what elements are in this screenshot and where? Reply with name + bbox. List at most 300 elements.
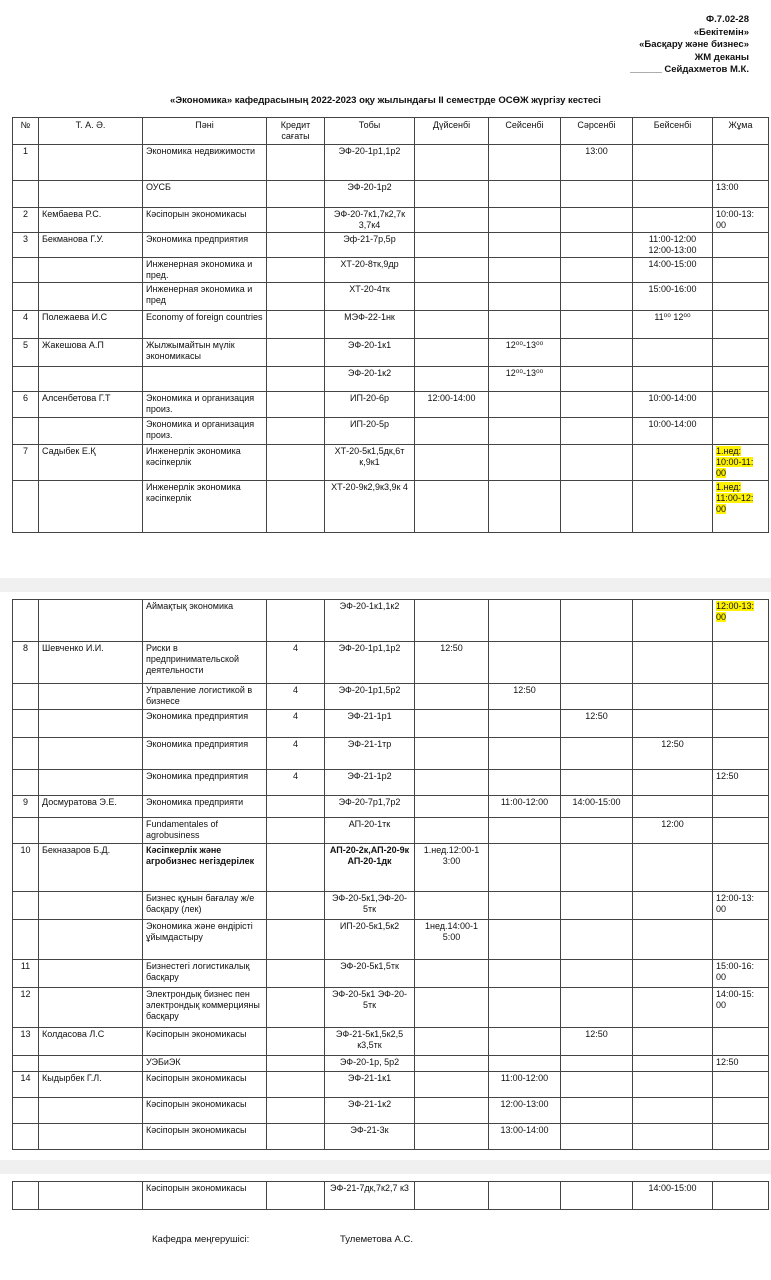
- cell-text: ЭФ-21-1тр: [347, 739, 392, 749]
- table-row: [13, 181, 769, 208]
- cell-wednesday: [561, 1072, 633, 1098]
- cell-tuesday: [489, 1072, 561, 1098]
- cell-text: 1нед.14:00-1 5:00: [424, 921, 479, 942]
- cell-wednesday: [561, 233, 633, 258]
- cell-num: [13, 181, 39, 208]
- dean-signature: ______ Сейдахметов М.К.: [630, 64, 749, 75]
- cell-text: Садыбек Е.Қ: [42, 446, 96, 456]
- cell-text: 14:00-15: 00: [716, 989, 755, 1010]
- cell-text: Аймақтық экономика: [146, 601, 234, 611]
- cell-text: ЭФ-20-5к1 ЭФ-20-5тк: [331, 989, 408, 1010]
- cell-group: [325, 684, 415, 710]
- cell-tuesday: [489, 600, 561, 642]
- cell-wednesday: [561, 988, 633, 1028]
- cell-wednesday: [561, 1028, 633, 1056]
- cell-group: [325, 367, 415, 392]
- table-row: [13, 445, 769, 481]
- cell-name: [39, 181, 143, 208]
- cell-friday: [713, 844, 769, 892]
- faculty-name: «Басқару және бизнес»: [639, 39, 749, 50]
- table-row: [13, 258, 769, 283]
- cell-thursday: [633, 892, 713, 920]
- cell-monday: [415, 818, 489, 844]
- cell-text: ХТ-20-9к2,9к3,9к 4: [331, 482, 408, 492]
- cell-text: ОУСБ: [146, 182, 171, 192]
- cell-text: ХТ-20-4тк: [349, 284, 390, 294]
- cell-text: 12:50: [661, 739, 684, 749]
- cell-monday: [415, 844, 489, 892]
- cell-wednesday: [561, 1098, 633, 1124]
- cell-name: [39, 988, 143, 1028]
- cell-group: [325, 1072, 415, 1098]
- cell-subject: [143, 642, 267, 684]
- cell-text: Экономика предприятия: [146, 739, 249, 749]
- cell-subject: [143, 738, 267, 770]
- cell-credit: [267, 796, 325, 818]
- cell-text: 1.нед.12:00-1 3:00: [423, 845, 480, 866]
- cell-text: Досмуратова Э.Е.: [42, 797, 117, 807]
- cell-monday: [415, 208, 489, 233]
- cell-name: [39, 445, 143, 481]
- cell-friday: [713, 770, 769, 796]
- cell-group: [325, 1182, 415, 1210]
- cell-text: Экономика және өндірісті ұйымдастыру: [146, 921, 253, 942]
- cell-tuesday: [489, 738, 561, 770]
- cell-group: [325, 233, 415, 258]
- cell-friday: [713, 481, 769, 533]
- cell-monday: [415, 920, 489, 960]
- cell-friday: [713, 818, 769, 844]
- cell-text: 14:00-15:00: [572, 797, 621, 807]
- cell-subject: [143, 818, 267, 844]
- cell-wednesday: [561, 600, 633, 642]
- cell-credit: [267, 481, 325, 533]
- cell-tuesday: [489, 1056, 561, 1072]
- cell-text: 10:00-14:00: [648, 393, 697, 403]
- cell-text: 1.нед: 11:00-12: 00: [716, 482, 754, 514]
- table-row: [13, 684, 769, 710]
- cell-tuesday: [489, 1098, 561, 1124]
- cell-tuesday: [489, 988, 561, 1028]
- cell-text: 12: [20, 989, 31, 999]
- cell-credit: [267, 892, 325, 920]
- cell-thursday: [633, 208, 713, 233]
- cell-credit: [267, 145, 325, 181]
- table-row: [13, 796, 769, 818]
- approved-label: «Бекітемін»: [693, 26, 749, 38]
- cell-credit: [267, 392, 325, 418]
- table-row: [13, 1072, 769, 1098]
- approval-block: [630, 14, 749, 77]
- cell-monday: [415, 1098, 489, 1124]
- column-header-wednesday: Сәрсенбі: [561, 118, 633, 145]
- cell-wednesday: [561, 367, 633, 392]
- cell-subject: [143, 481, 267, 533]
- cell-subject: [143, 418, 267, 445]
- cell-text: Инженерная экономика и пред: [146, 284, 253, 305]
- document-page-2: [0, 592, 771, 1160]
- cell-monday: [415, 283, 489, 311]
- cell-credit: [267, 1072, 325, 1098]
- cell-text: 2: [22, 209, 28, 219]
- cell-group: [325, 481, 415, 533]
- cell-subject: [143, 684, 267, 710]
- cell-text: 11:00-12:00: [500, 1073, 549, 1083]
- cell-name: [39, 283, 143, 311]
- cell-credit: [267, 418, 325, 445]
- cell-friday: [713, 1072, 769, 1098]
- cell-credit: [267, 684, 325, 710]
- cell-name: [39, 738, 143, 770]
- cell-text: АП-20-1тк: [348, 819, 391, 829]
- cell-text: ЭФ-21-1р1: [347, 711, 392, 721]
- table-row: [13, 339, 769, 367]
- cell-text: 10:00-13: 00: [716, 209, 755, 230]
- cell-text: 12:00-13:00: [500, 1099, 549, 1109]
- cell-tuesday: [489, 145, 561, 181]
- cell-group: [325, 738, 415, 770]
- table-row: [13, 770, 769, 796]
- column-header-thursday: Бейсенбі: [633, 118, 713, 145]
- cell-monday: [415, 642, 489, 684]
- cell-credit: [267, 1124, 325, 1150]
- cell-monday: [415, 1028, 489, 1056]
- cell-credit: [267, 311, 325, 339]
- cell-text: 10:00-14:00: [648, 419, 697, 429]
- cell-text: АП-20-2к,АП-20-9к АП-20-1дк: [329, 845, 410, 866]
- cell-friday: [713, 796, 769, 818]
- table-row: [13, 1098, 769, 1124]
- cell-text: Economy of foreign countries: [146, 312, 263, 322]
- cell-num: [13, 1028, 39, 1056]
- cell-wednesday: [561, 481, 633, 533]
- cell-thursday: [633, 1056, 713, 1072]
- cell-credit: [267, 1028, 325, 1056]
- cell-thursday: [633, 339, 713, 367]
- cell-monday: [415, 892, 489, 920]
- cell-subject: [143, 844, 267, 892]
- cell-name: [39, 684, 143, 710]
- cell-thursday: [633, 258, 713, 283]
- cell-tuesday: [489, 1124, 561, 1150]
- cell-num: [13, 392, 39, 418]
- cell-text: ЭФ-20-1к2: [347, 368, 392, 378]
- cell-tuesday: [489, 445, 561, 481]
- cell-text: 11: [20, 961, 31, 971]
- cell-name: [39, 1072, 143, 1098]
- cell-tuesday: [489, 418, 561, 445]
- schedule-table-part2: [12, 599, 769, 1150]
- cell-name: [39, 311, 143, 339]
- table-row: [13, 710, 769, 738]
- cell-text: Управление логистикой в бизнесе: [146, 685, 253, 706]
- cell-wednesday: [561, 796, 633, 818]
- cell-wednesday: [561, 208, 633, 233]
- cell-num: [13, 818, 39, 844]
- cell-friday: [713, 445, 769, 481]
- cell-credit: [267, 445, 325, 481]
- cell-text: 12:50: [440, 643, 463, 653]
- table-row: [13, 738, 769, 770]
- cell-name: [39, 145, 143, 181]
- cell-friday: [713, 258, 769, 283]
- cell-text: Экономика и организация произ.: [146, 419, 255, 440]
- cell-num: [13, 445, 39, 481]
- document-page-1: [0, 0, 771, 578]
- table-row: [13, 1028, 769, 1056]
- cell-subject: [143, 258, 267, 283]
- column-header-num: №: [13, 118, 39, 145]
- cell-monday: [415, 233, 489, 258]
- table-row: [13, 642, 769, 684]
- table-row: [13, 600, 769, 642]
- cell-num: [13, 642, 39, 684]
- cell-thursday: [633, 311, 713, 339]
- cell-tuesday: [489, 796, 561, 818]
- cell-num: [13, 208, 39, 233]
- cell-subject: [143, 770, 267, 796]
- cell-group: [325, 1124, 415, 1150]
- cell-text: Полежаева И.С: [42, 312, 108, 322]
- cell-wednesday: [561, 844, 633, 892]
- cell-text: ЭФ-21-1к1: [347, 1073, 392, 1083]
- table-row: [13, 283, 769, 311]
- cell-wednesday: [561, 258, 633, 283]
- cell-subject: [143, 392, 267, 418]
- cell-wednesday: [561, 1182, 633, 1210]
- document-page-3: [0, 1174, 771, 1280]
- cell-num: [13, 600, 39, 642]
- cell-text: ЭФ-20-1р1,1р2: [338, 643, 401, 653]
- cell-wednesday: [561, 1124, 633, 1150]
- cell-text: Кыдырбек Г.Л.: [42, 1073, 102, 1083]
- cell-text: ХТ-20-8тк,9др: [340, 259, 399, 269]
- cell-text: 4: [292, 771, 298, 781]
- cell-group: [325, 844, 415, 892]
- cell-name: [39, 642, 143, 684]
- cell-text: 12:00-13: 00: [716, 601, 755, 622]
- table-row: [13, 818, 769, 844]
- cell-thursday: [633, 1072, 713, 1098]
- cell-tuesday: [489, 920, 561, 960]
- cell-tuesday: [489, 392, 561, 418]
- cell-friday: [713, 1028, 769, 1056]
- column-header-tuesday: Сейсенбі: [489, 118, 561, 145]
- cell-credit: [267, 920, 325, 960]
- cell-text: ЭФ-21-1р2: [347, 771, 392, 781]
- cell-group: [325, 418, 415, 445]
- cell-text: ЭФ-20-1р1,1р2: [338, 146, 401, 156]
- cell-text: 4: [292, 711, 298, 721]
- table-row: [13, 920, 769, 960]
- cell-subject: [143, 145, 267, 181]
- cell-num: [13, 367, 39, 392]
- cell-text: ЭФ-20-1к1: [347, 340, 392, 350]
- cell-text: Электрондық бизнес пен электрондық коммерцияны басқару: [146, 989, 260, 1021]
- cell-subject: [143, 233, 267, 258]
- cell-num: [13, 960, 39, 988]
- cell-friday: [713, 988, 769, 1028]
- cell-text: ИП-20-5к1,5к2: [339, 921, 400, 931]
- cell-name: [39, 796, 143, 818]
- cell-friday: [713, 920, 769, 960]
- cell-num: [13, 770, 39, 796]
- cell-num: [13, 796, 39, 818]
- cell-text: 4: [292, 739, 298, 749]
- cell-subject: [143, 1098, 267, 1124]
- cell-credit: [267, 600, 325, 642]
- cell-tuesday: [489, 233, 561, 258]
- page-separator: [0, 578, 771, 592]
- cell-group: [325, 181, 415, 208]
- cell-wednesday: [561, 684, 633, 710]
- cell-name: [39, 710, 143, 738]
- cell-text: 13:00: [716, 182, 739, 192]
- cell-text: 3: [22, 234, 28, 244]
- cell-credit: [267, 710, 325, 738]
- cell-credit: [267, 339, 325, 367]
- cell-num: [13, 1182, 39, 1210]
- cell-group: [325, 710, 415, 738]
- cell-num: [13, 1072, 39, 1098]
- table-row: [13, 892, 769, 920]
- table-row: [13, 481, 769, 533]
- cell-friday: [713, 1098, 769, 1124]
- cell-friday: [713, 738, 769, 770]
- cell-text: Бизнестегі логистикалық басқару: [146, 961, 250, 982]
- cell-group: [325, 339, 415, 367]
- cell-group: [325, 1098, 415, 1124]
- cell-thursday: [633, 392, 713, 418]
- cell-friday: [713, 642, 769, 684]
- cell-monday: [415, 710, 489, 738]
- cell-thursday: [633, 710, 713, 738]
- cell-group: [325, 600, 415, 642]
- cell-text: Экономика предприятия: [146, 771, 249, 781]
- cell-text: 13:00: [585, 146, 608, 156]
- cell-text: Экономика предприятия: [146, 234, 249, 244]
- cell-text: Кәсіпорын экономикасы: [146, 1183, 247, 1193]
- cell-text: 14:00-15:00: [648, 1183, 697, 1193]
- cell-thursday: [633, 684, 713, 710]
- column-header-group: Тобы: [325, 118, 415, 145]
- cell-num: [13, 1056, 39, 1072]
- cell-text: 1.нед: 10:00-11: 00: [716, 446, 754, 478]
- cell-wednesday: [561, 920, 633, 960]
- cell-text: 13: [20, 1029, 31, 1039]
- schedule-table-part3: [12, 1181, 769, 1210]
- cell-text: 12:00-13: 00: [716, 893, 755, 914]
- cell-group: [325, 1028, 415, 1056]
- cell-num: [13, 844, 39, 892]
- cell-num: [13, 988, 39, 1028]
- table-row: [13, 844, 769, 892]
- cell-num: [13, 311, 39, 339]
- cell-group: [325, 392, 415, 418]
- cell-thursday: [633, 1098, 713, 1124]
- cell-text: ЭФ-20-7к1,7к2,7к 3,7к4: [333, 209, 406, 230]
- cell-subject: [143, 960, 267, 988]
- cell-name: [39, 339, 143, 367]
- cell-group: [325, 311, 415, 339]
- cell-text: Шевченко И.И.: [42, 643, 104, 653]
- cell-thursday: [633, 233, 713, 258]
- cell-text: 14:00-15:00: [648, 259, 697, 269]
- table-row: [13, 311, 769, 339]
- cell-num: [13, 418, 39, 445]
- cell-tuesday: [489, 710, 561, 738]
- cell-text: 12:50: [585, 711, 608, 721]
- cell-friday: [713, 181, 769, 208]
- cell-subject: [143, 1028, 267, 1056]
- cell-name: [39, 1098, 143, 1124]
- cell-monday: [415, 418, 489, 445]
- cell-credit: [267, 818, 325, 844]
- cell-monday: [415, 367, 489, 392]
- cell-subject: [143, 920, 267, 960]
- cell-text: 8: [22, 643, 28, 653]
- cell-credit: [267, 233, 325, 258]
- cell-group: [325, 988, 415, 1028]
- cell-text: ЭФ-21-7дк,7к2,7 к3: [330, 1183, 409, 1193]
- cell-num: [13, 233, 39, 258]
- cell-group: [325, 796, 415, 818]
- cell-subject: [143, 445, 267, 481]
- cell-text: 4: [292, 685, 298, 695]
- cell-thursday: [633, 796, 713, 818]
- cell-friday: [713, 1056, 769, 1072]
- table-row: [13, 367, 769, 392]
- cell-text: Инженерлік экономика кәсіпкерлік: [146, 482, 241, 503]
- cell-num: [13, 283, 39, 311]
- cell-monday: [415, 1182, 489, 1210]
- cell-monday: [415, 1072, 489, 1098]
- cell-wednesday: [561, 892, 633, 920]
- cell-monday: [415, 684, 489, 710]
- cell-text: ЭФ-21-1к2: [347, 1099, 392, 1109]
- cell-name: [39, 208, 143, 233]
- cell-tuesday: [489, 684, 561, 710]
- cell-text: 15:00-16:00: [648, 284, 697, 294]
- cell-thursday: [633, 738, 713, 770]
- cell-credit: [267, 258, 325, 283]
- cell-tuesday: [489, 283, 561, 311]
- cell-text: Бекназаров Б.Д.: [42, 845, 111, 855]
- cell-text: ЭФ-20-1р, 5р2: [339, 1057, 400, 1067]
- cell-thursday: [633, 283, 713, 311]
- cell-name: [39, 844, 143, 892]
- cell-group: [325, 445, 415, 481]
- cell-thursday: [633, 1124, 713, 1150]
- cell-num: [13, 684, 39, 710]
- cell-group: [325, 770, 415, 796]
- cell-subject: [143, 988, 267, 1028]
- cell-thursday: [633, 181, 713, 208]
- cell-name: [39, 258, 143, 283]
- cell-tuesday: [489, 1182, 561, 1210]
- cell-text: Экономика предприятия: [146, 711, 249, 721]
- cell-subject: [143, 367, 267, 392]
- cell-tuesday: [489, 339, 561, 367]
- cell-subject: [143, 311, 267, 339]
- cell-text: Экономика предприяти: [146, 797, 244, 807]
- cell-num: [13, 892, 39, 920]
- cell-subject: [143, 208, 267, 233]
- cell-wednesday: [561, 445, 633, 481]
- cell-credit: [267, 1182, 325, 1210]
- cell-text: 6: [22, 393, 28, 403]
- department-head-label: Кафедра меңгерушісі:: [152, 1234, 250, 1245]
